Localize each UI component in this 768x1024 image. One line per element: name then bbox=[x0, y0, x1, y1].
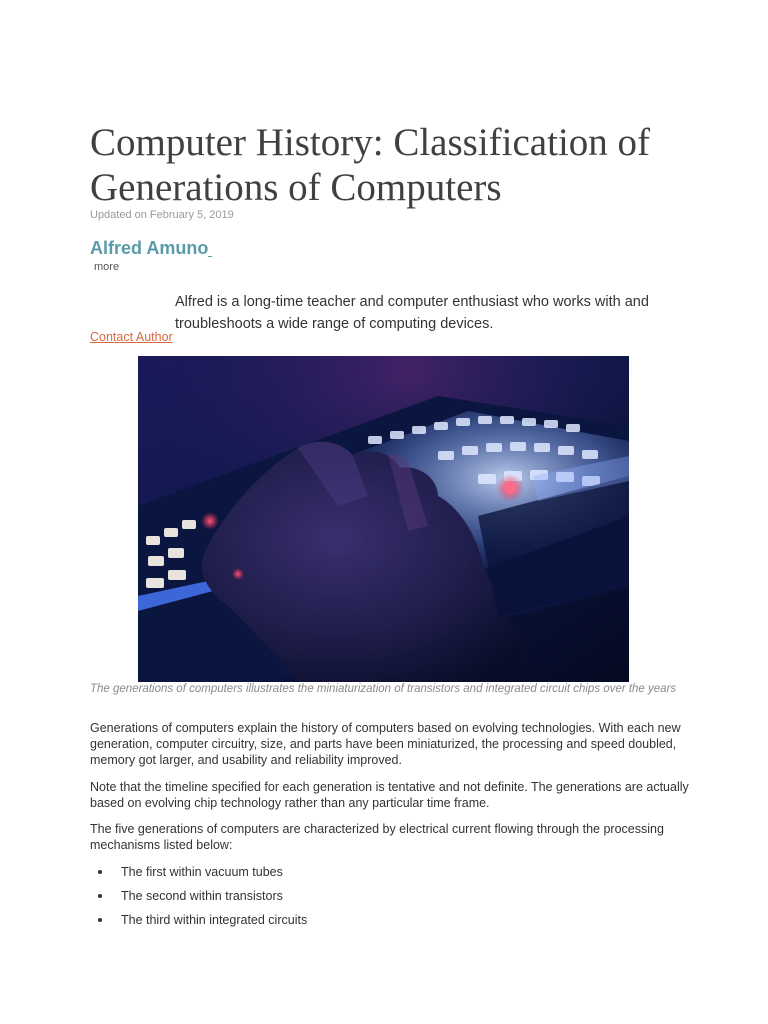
author-name-link[interactable] bbox=[90, 238, 212, 259]
contact-author-link[interactable]: Contact Author bbox=[90, 330, 173, 344]
list-item bbox=[90, 888, 307, 912]
list-item bbox=[90, 864, 307, 888]
article-hero-image bbox=[138, 356, 629, 682]
generation-list bbox=[90, 864, 307, 936]
image-caption: The generations of computers illustrates the miniaturization of transistors and integrated circuit chips over the years bbox=[90, 683, 677, 695]
author-link-underline bbox=[208, 238, 212, 257]
list-item-text: The first within vacuum tubes bbox=[121, 865, 283, 879]
body-paragraph: The five generations of computers are characterized by electrical current flowing through the processing mechanisms listed below: bbox=[90, 822, 664, 852]
author-more-toggle[interactable]: more bbox=[94, 261, 120, 273]
list-item-text: The second within transistors bbox=[121, 889, 283, 903]
updated-date: Updated on February 5, 2019 bbox=[90, 209, 234, 221]
author-name: Alfred Amuno bbox=[90, 238, 209, 258]
author-bio: Alfred is a long-time teacher and computer enthusiast who works with and troubleshoots a wide range of computing devices. bbox=[175, 294, 649, 332]
article-title: Computer History: Classification of Generations of Computers bbox=[90, 121, 651, 209]
bullet-icon bbox=[98, 870, 102, 874]
bullet-icon bbox=[98, 918, 102, 922]
bullet-icon bbox=[98, 894, 102, 898]
list-item-text: The third within integrated circuits bbox=[121, 913, 308, 927]
body-paragraph: Note that the timeline specified for each generation is tentative and not definite. The generations are actually based on evolving chip technology rather than any particular time frame. bbox=[90, 780, 689, 810]
keyboard-hand-photo bbox=[138, 356, 629, 682]
list-item bbox=[90, 912, 307, 936]
body-paragraph: Generations of computers explain the history of computers based on evolving technologies. With each new generation, computer circuitry, size, and parts have been miniaturized, the processing and speed doubled, memory got larger, and usability and reliability improved. bbox=[90, 721, 681, 767]
